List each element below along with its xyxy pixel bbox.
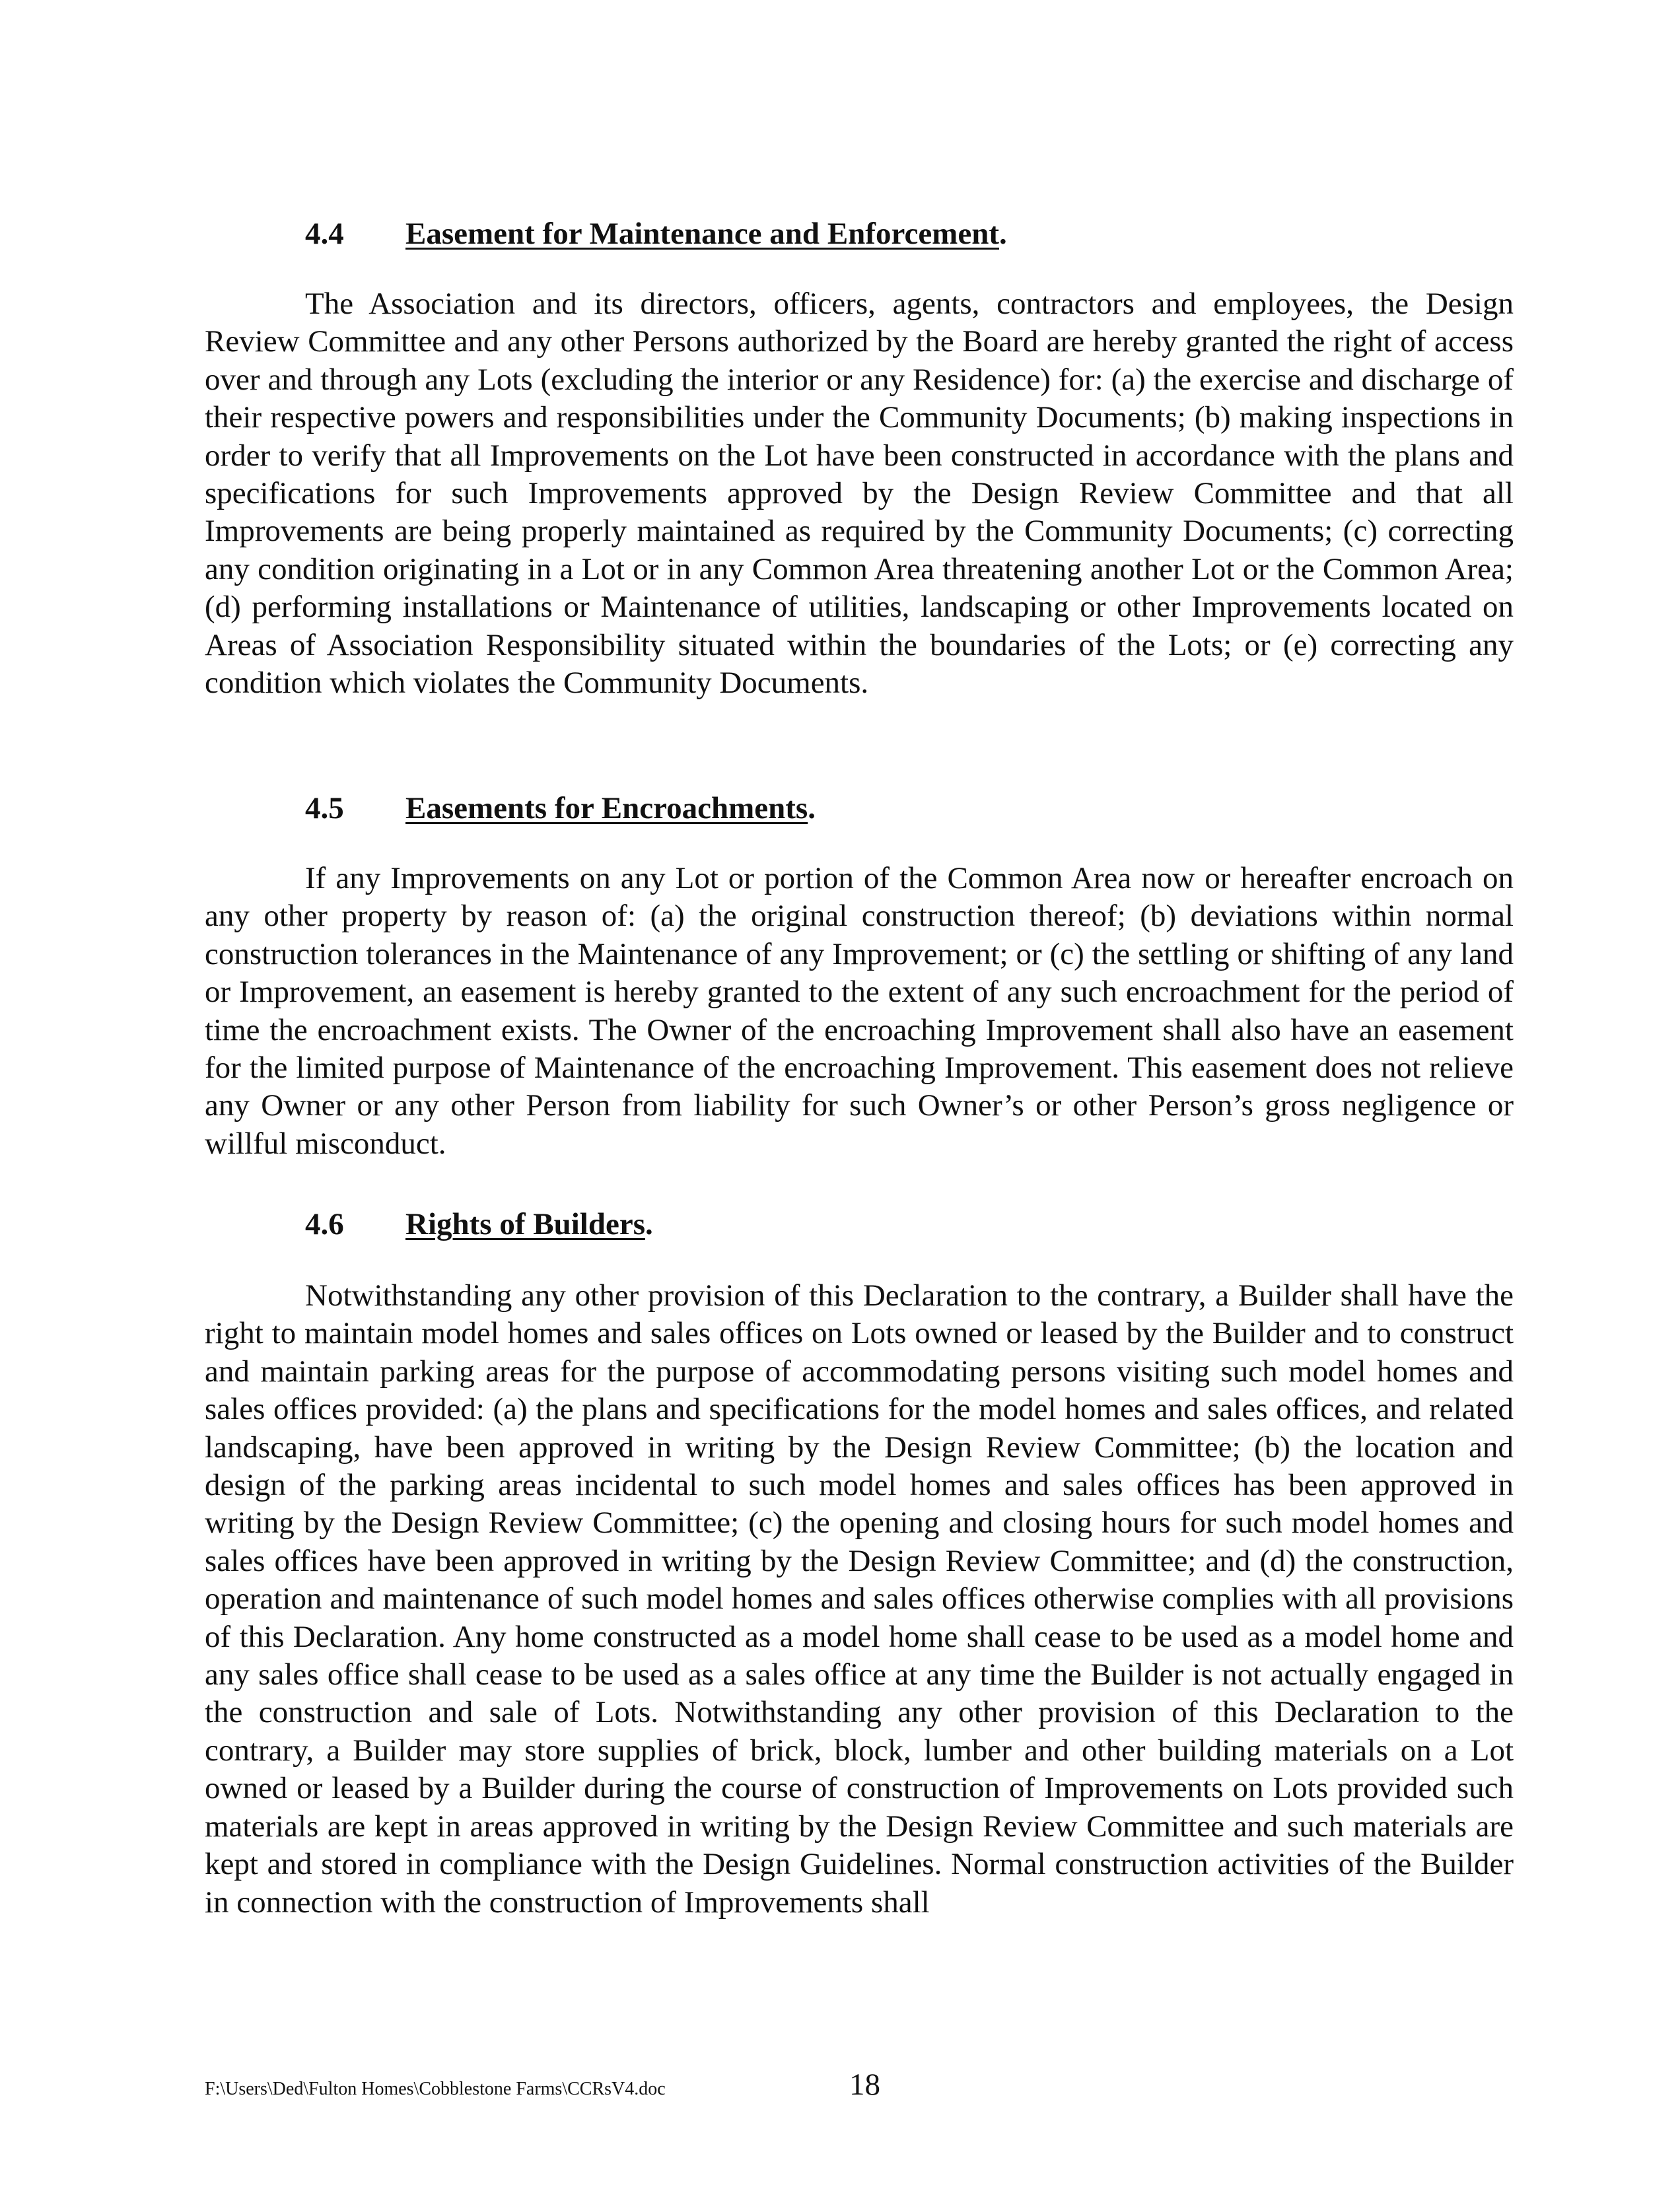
section-number: 4.5	[305, 791, 344, 825]
section-number: 4.6	[305, 1207, 344, 1241]
section-title: Easements for Encroachments	[405, 791, 808, 825]
section-title-period: .	[999, 217, 1007, 251]
section-title: Easement for Maintenance and Enforcement	[405, 217, 999, 251]
section-body-4-5: If any Improvements on any Lot or portion of the Common Area now or hereafter encroach on any other property by reason of: (a) the original construction thereof; (b) deviations within normal construction tolerances in the Maintenance of any Improvement; or (c) the settling or shifting of any land or Improvement, an easement is hereby granted to the extent of any such encroachment for the period of time the encroachment exists. The Owner of the encroaching Improvement shall also have an easement for the limited purpose of Maintenance of the encroaching Improvement. This easement does not relieve any Owner or any other Person from liability for such Owner’s or other Person’s gross negligence or willful misconduct.	[205, 861, 1514, 1161]
section-body-4-6: Notwithstanding any other provision of this Declaration to the contrary, a Builder shall have the right to maintain model homes and sales offices on Lots owned or leased by the Builder and to construct and maintain parking areas for the purpose of accommodating persons visiting such model homes and sales offices provided: (a) the plans and specifications for the model homes and sales offices, and related landscaping, have been approved in writing by the Design Review Committee; (b) the location and design of the parking areas incidental to such model homes and sales offices has been approved in writing by the Design Review Committee; (c) the opening and closing hours for such model homes and sales offices have been approved in writing by the Design Review Committee; and (d) the construction, operation and maintenance of such model homes and sales offices otherwise complies with all provisions of this Declaration. Any home constructed as a model home shall cease to be used as a model home and any sales office shall cease to be used as a sales office at any time the Builder is not actually engaged in the construction and sale of Lots. Notwithstanding any other provision of this Declaration to the contrary, a Builder may store supplies of brick, block, lumber and other building materials on a Lot owned or leased by a Builder during the course of construction of Improvements on Lots provided such materials are kept in areas approved in writing by the Design Review Committee and such materials are kept and stored in compliance with the Design Guidelines. Normal construction activities of the Builder in connection with the construction of Improvements shall	[205, 1278, 1514, 1920]
footer-file-path: F:\Users\Ded\Fulton Homes\Cobblestone Farms\CCRsV4.doc	[205, 2079, 666, 2099]
section-body-4-4: The Association and its directors, officers, agents, contractors and employees, the Design Review Committee and any other Persons authorized by the Board are hereby granted the right of access over and through any Lots (excluding the interior or any Residence) for: (a) the exercise and discharge of their respective powers and responsibilities under the Community Documents; (b) making inspections in order to verify that all Improvements on the Lot have been constructed in accordance with the plans and specifications for such Improvements approved by the Design Review Committee and that all Improvements are being properly maintained as required by the Community Documents; (c) correcting any condition originating in a Lot or in any Common Area threatening another Lot or the Common Area; (d) performing installations or Maintenance of utilities, landscaping or other Improvements located on Areas of Association Responsibility situated within the boundaries of the Lots; or (e) correcting any condition which violates the Community Documents.	[205, 287, 1514, 701]
section-title: Rights of Builders	[405, 1207, 645, 1241]
section-heading-4-6	[305, 1206, 653, 1243]
section-heading-4-5	[305, 790, 816, 827]
section-heading-4-4	[305, 215, 1007, 252]
page-number: 18	[849, 2067, 880, 2102]
section-title-period: .	[645, 1207, 653, 1241]
section-title-period: .	[808, 791, 816, 825]
section-number: 4.4	[305, 217, 344, 251]
